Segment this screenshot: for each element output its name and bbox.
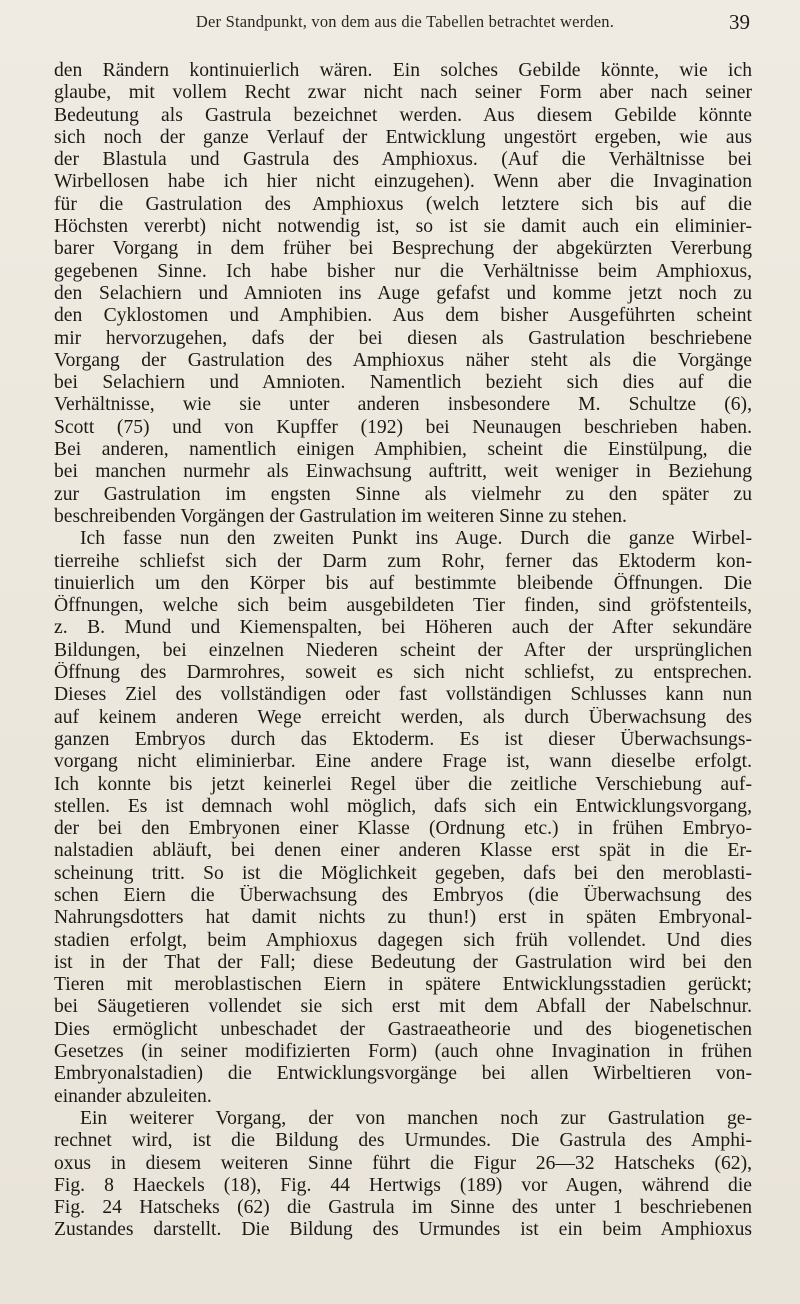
text-line: oxus in diesem weiteren Sinne führt die Figur 26—32 Hatscheks (62), xyxy=(54,1152,752,1174)
text-line: stadien erfolgt, beim Amphioxus dagegen sich früh vollendet. Und dies xyxy=(54,929,752,951)
text-line: Embryonalstadien) die Entwicklungsvorgänge bei allen Wirbeltieren von- xyxy=(54,1063,752,1085)
text-line: Wirbellosen habe ich hier nicht einzugehen). Wenn aber die Invagination xyxy=(54,171,752,193)
paragraph-start-line: Ich fasse nun den zweiten Punkt ins Auge. Durch die ganze Wirbel- xyxy=(80,528,752,550)
text-line: Verhältnisse, wie sie unter anderen insbesondere M. Schultze (6), xyxy=(54,394,752,416)
text-line: Bildungen, bei einzelnen Niederen scheint der After der ursprünglichen xyxy=(54,639,752,661)
text-line: Öffnungen, welche sich beim ausgebildeten Tier finden, sind gröfstenteils, xyxy=(54,595,752,617)
text-line: Öffnung des Darmrohres, soweit es sich nicht schliefst, zu entsprechen. xyxy=(54,662,752,684)
text-line: den Selachiern und Amnioten ins Auge gefafst und komme jetzt noch zu xyxy=(54,282,752,304)
text-line: Tieren mit meroblastischen Eiern in spätere Entwicklungsstadien gerückt; xyxy=(54,974,752,996)
text-line: schen Eiern die Überwachsung des Embryos (die Überwachsung des xyxy=(54,884,752,906)
text-line: mir hervorzugehen, dafs der bei diesen als Gastrulation beschriebene xyxy=(54,327,752,349)
text-line: zur Gastrulation im engsten Sinne als vielmehr zu den später zu xyxy=(54,483,752,505)
text-line: der Blastula und Gastrula des Amphioxus. (Auf die Verhältnisse bei xyxy=(54,149,752,171)
text-line: den Cyklostomen und Amphibien. Aus dem bisher Ausgeführten scheint xyxy=(54,305,752,327)
text-line: Nahrungsdotters hat damit nichts zu thun!) erst in späten Embryonal- xyxy=(54,907,752,929)
page-number: 39 xyxy=(729,10,750,34)
text-line: glaube, mit vollem Recht zwar nicht nach seiner Form aber nach seiner xyxy=(54,82,752,104)
running-head xyxy=(60,6,750,46)
text-line: Ich konnte bis jetzt keinerlei Regel über die zeitliche Verschiebung auf- xyxy=(54,773,752,795)
text-line: Gesetzes (in seiner modifizierten Form) (auch ohne Invagination in frühen xyxy=(54,1041,752,1063)
header-title: Der Standpunkt, von dem aus die Tabellen betrachtet werden. xyxy=(195,12,615,31)
text-line: Dieses Ziel des vollständigen oder fast vollständigen Schlusses kann nun xyxy=(54,684,752,706)
text-line: Dies ermöglicht unbeschadet der Gastraeatheorie und des biogenetischen xyxy=(54,1018,752,1040)
text-line: Vorgang der Gastrulation des Amphioxus näher steht als die Vorgänge xyxy=(54,349,752,371)
text-line: ist in der That der Fall; diese Bedeutung der Gastrulation wird bei den xyxy=(54,951,752,973)
paragraph-start-line: Ein weiterer Vorgang, der von manchen noch zur Gastrulation ge- xyxy=(80,1107,752,1129)
text-line: Scott (75) und von Kupffer (192) bei Neunaugen beschrieben haben. xyxy=(54,416,752,438)
text-line: Bei anderen, namentlich einigen Amphibien, scheint die Einstülpung, die xyxy=(54,439,752,461)
text-line: rechnet wird, ist die Bildung des Urmundes. Die Gastrula des Amphi- xyxy=(54,1130,752,1152)
text-line: barer Vorgang in dem früher bei Besprechung der abgekürzten Vererbung xyxy=(54,238,752,260)
text-line: vorgang nicht eliminierbar. Eine andere Frage ist, wann dieselbe erfolgt. xyxy=(54,751,752,773)
text-line: tierreihe schliefst sich der Darm zum Rohr, ferner das Ektoderm kon- xyxy=(54,550,752,572)
text-line: Höchsten vererbt) nicht notwendig ist, so ist sie damit auch ein eliminier- xyxy=(54,216,752,238)
text-line: stellen. Es ist demnach wohl möglich, dafs sich ein Entwicklungsvorgang, xyxy=(54,795,752,817)
text-line: Zustandes darstellt. Die Bildung des Urmundes ist ein beim Amphioxus xyxy=(54,1219,752,1241)
text-line: bei Säugetieren vollendet sie sich erst mit dem Abfall der Nabelschnur. xyxy=(54,996,752,1018)
text-line: bei manchen nurmehr als Einwachsung auftritt, weit weniger in Beziehung xyxy=(54,461,752,483)
text-line: beschreibenden Vorgängen der Gastrulation im weiteren Sinne zu stehen. xyxy=(54,505,627,527)
text-line: der bei den Embryonen einer Klasse (Ordnung etc.) in frühen Embryo- xyxy=(54,818,752,840)
text-line: für die Gastrulation des Amphioxus (welch letztere sich bis auf die xyxy=(54,193,752,215)
text-line: scheinung tritt. So ist die Möglichkeit gegeben, dafs bei den meroblasti- xyxy=(54,862,752,884)
text-line: einander abzuleiten. xyxy=(54,1085,212,1107)
body-text xyxy=(54,60,752,1242)
text-line: ganzen Embryos durch das Ektoderm. Es ist dieser Überwachsungs- xyxy=(54,728,752,750)
text-line: Fig. 8 Haeckels (18), Fig. 44 Hertwigs (189) vor Augen, während die xyxy=(54,1174,752,1196)
text-line: sich noch der ganze Verlauf der Entwicklung ungestört ergeben, wie aus xyxy=(54,126,752,148)
text-line: nalstadien abläuft, bei denen einer anderen Klasse erst spät in die Er- xyxy=(54,840,752,862)
text-line: z. B. Mund und Kiemenspalten, bei Höheren auch der After sekundäre xyxy=(54,617,752,639)
text-line: Bedeutung als Gastrula bezeichnet werden. Aus diesem Gebilde könnte xyxy=(54,104,752,126)
text-line: bei Selachiern und Amnioten. Namentlich bezieht sich dies auf die xyxy=(54,372,752,394)
text-line: gegebenen Sinne. Ich habe bisher nur die Verhältnisse beim Amphioxus, xyxy=(54,260,752,282)
text-line: tinuierlich um den Körper bis auf bestimmte bleibende Öffnungen. Die xyxy=(54,572,752,594)
text-line: auf keinem anderen Wege erreicht werden, als durch Überwachsung des xyxy=(54,706,752,728)
text-line: Fig. 24 Hatscheks (62) die Gastrula im Sinne des unter 1 beschriebenen xyxy=(54,1197,752,1219)
text-line: den Rändern kontinuierlich wären. Ein solches Gebilde könnte, wie ich xyxy=(54,60,752,81)
